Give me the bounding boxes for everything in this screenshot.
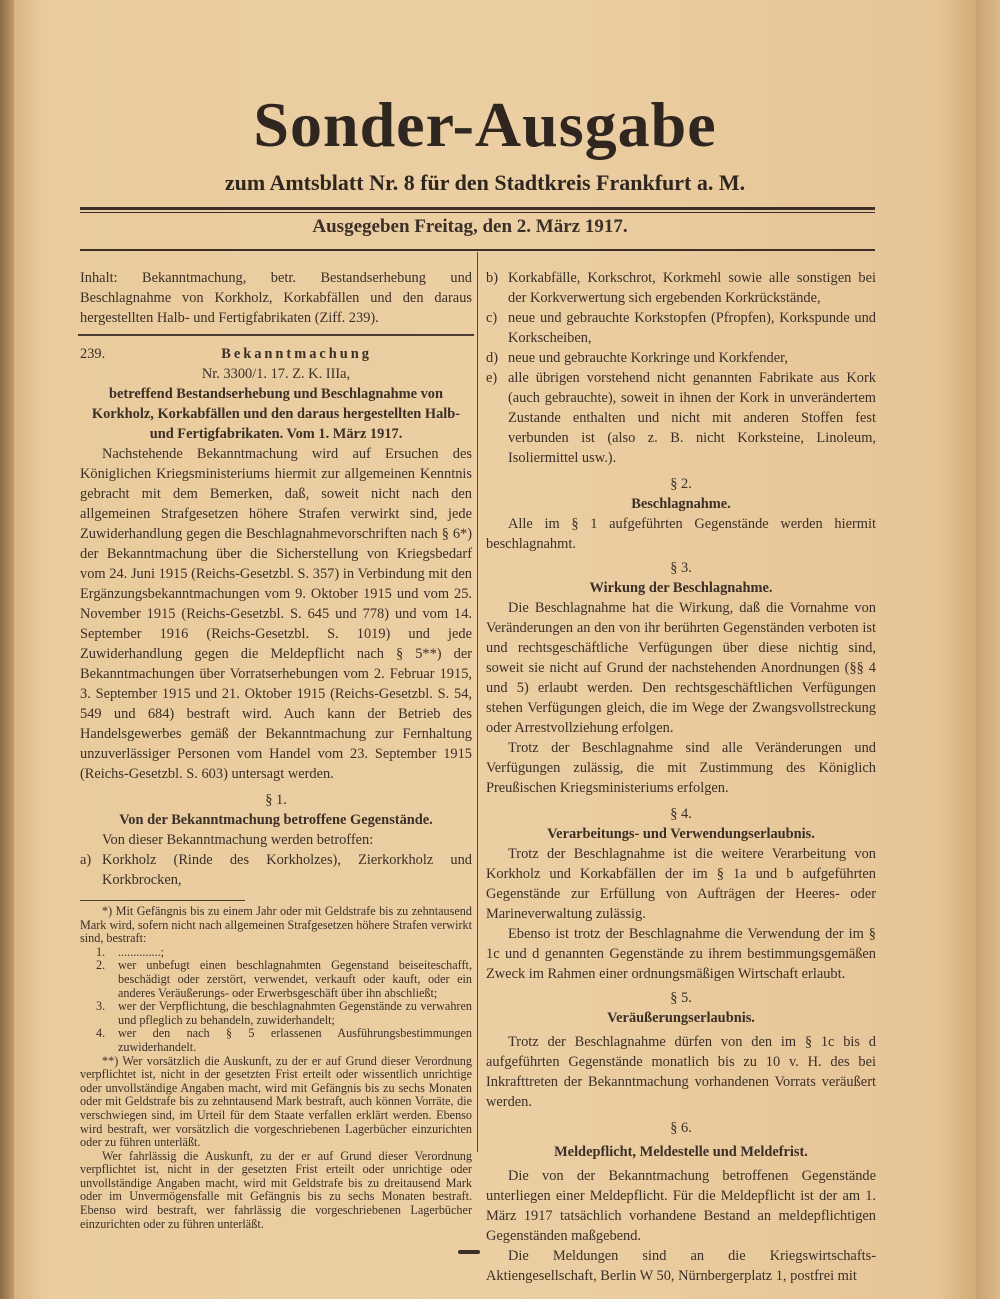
footnote-rule xyxy=(80,900,245,901)
item-text: Korkabfälle, Korkschrot, Korkmehl sowie alle sonstigen bei der Korkverwertung sich ergebenden Korkrückstände, xyxy=(508,270,876,306)
notice-heading-row xyxy=(80,344,472,364)
footnote-1-item xyxy=(80,946,472,960)
section-1-title: Von der Bekanntmachung betroffene Gegenstände. xyxy=(119,812,433,828)
section-3-para-2: Trotz der Beschlagnahme sind alle Veränderungen und Verfügungen zulässig, die mit Zustimmung des Königlich Preußischen Kriegsministeriums erfolgen. xyxy=(486,740,876,796)
section-3-para-1: Die Beschlagnahme hat die Wirkung, daß die Vornahme von Veränderungen an den von ihr berührten Gegenständen verboten ist und rechtsgeschäftliche Verfügungen über diese nichtig sind, soweit sie nicht auf Grund der nachstehenden Anordnungen (§§ 4 und 5) erlaubt werden. Den rechtsgeschäftlichen Verfügungen stehen Verfügungen gleich, die im Wege der Zwangsvollstreckung oder Arrestvollziehung erfolgen. xyxy=(486,600,876,736)
section-6-number: § 6. xyxy=(670,1120,692,1136)
item-label: b) xyxy=(486,270,498,286)
section-3-number: § 3. xyxy=(670,560,692,576)
notice-subject: betreffend Bestandserhebung und Beschlagnahme von Korkholz, Korkabfällen und den daraus hergestellten Halb- und Fertigfabrikaten. Vom 1. März 1917. xyxy=(91,386,461,442)
contents-rule xyxy=(78,334,474,336)
column-divider xyxy=(477,252,478,1152)
footnote-2-para-1: **) Wer vorsätzlich die Auskunft, zu der er auf Grund dieser Verordnung verpflichtet ist, nicht in der gesetzten Frist erteilt oder wissentlich unrichtige oder unvollständige Angaben macht, wird mit Gefängnis bis zu sechs Monaten oder mit Geldstrafe bis zu zehntausend Mark bestraft, auch können Vorräte, die verschwiegen sind, im Urteil für dem Staate verfallen erklärt werden. Ebenso wird bestraft, wer vorsätzlich die vorgeschriebenen Lagerbücher einzurichten oder zu führen unterläßt. xyxy=(80,1053,472,1150)
section-1-item-e xyxy=(486,368,876,468)
item-label: d) xyxy=(486,350,498,366)
notice-intro: Nachstehende Bekanntmachung wird auf Ersuchen des Königlichen Kriegsministeriums hiermit zur allgemeinen Kenntnis gebracht mit dem Bemerken, daß, soweit nicht nach den allgemeinen Strafgesetzen höhere Strafen verwirkt sind, jede Zuwiderhandlung gegen die Beschlagnahmevorschriften nach § 6*) der Bekanntmachung über die Sicherstellung von Kriegsbedarf vom 24. Juni 1915 (Reichs-Gesetzbl. S. 357) in Verbindung mit den Ergänzungsbekanntmachungen vom 9. Oktober 1915 und vom 25. November 1915 (Reichs-Gesetzbl. S. 645 und 778) und vom 14. September 1916 (Reichs-Gesetzbl. S. 1019) und jede Zuwiderhandlung gegen die Meldepflicht nach § 5**) der Bekanntmachungen über Vorratserhebungen vom 2. Februar 1915, 3. September 1915 und 21. Oktober 1915 (Reichs-Gesetzbl. S. 54, 549 und 684) bestraft wird. Auch kann der Betrieb des Handelsgewerbes gemäß der Bekanntmachung zur Fernhaltung unzuverlässiger Personen vom Handel vom 23. September 1915 (Reichs-Gesetzbl. S. 603) untersagt werden. xyxy=(80,446,472,782)
section-6-para-2: Die Meldungen sind an die Kriegswirtschafts-Aktiengesellschaft, Berlin W 50, Nürnbergerplatz 1, postfrei mit xyxy=(486,1248,876,1284)
section-1-item-a xyxy=(80,850,472,890)
left-column xyxy=(80,268,472,1231)
double-rule-top xyxy=(80,207,875,210)
section-1-item-b xyxy=(486,268,876,308)
section-2-title: Beschlagnahme. xyxy=(631,496,731,512)
double-rule-bottom xyxy=(80,212,875,213)
item-text: ..............; xyxy=(118,944,165,959)
notice-heading: Bekanntmachung xyxy=(221,346,372,362)
masthead-subtitle: zum Amtsblatt Nr. 8 für den Stadtkreis Frankfurt a. M. xyxy=(224,170,746,195)
item-label: 3. xyxy=(96,999,106,1014)
section-5-para-1: Trotz der Beschlagnahme dürfen von den im § 1c bis d aufgeführten Gegenstände monatlich bis zu 10 v. H. des bei Inkrafttreten der Bekanntmachung vorhandenen Vorrats veräußert werden. xyxy=(486,1034,876,1110)
section-1-number: § 1. xyxy=(265,792,287,808)
item-label: 1. xyxy=(96,944,106,959)
page-bottom-mark xyxy=(458,1250,480,1254)
section-6-para-1: Die von der Bekanntmachung betroffenen Gegenstände unterliegen einer Meldepflicht. Für die Meldepflicht ist der am 1. März 1917 tatsächlich vorhandene Bestand an meldepflichtigen Gegenständen maßgebend. xyxy=(486,1168,876,1244)
item-text: neue und gebrauchte Korkringe und Korkfender, xyxy=(508,350,788,366)
masthead-title: Sonder-Ausgabe xyxy=(253,89,717,160)
section-2-number: § 2. xyxy=(670,476,692,492)
section-5-title: Veräußerungserlaubnis. xyxy=(607,1010,755,1026)
item-text: alle übrigen vorstehend nicht genannten Fabrikate aus Kork (auch gebrauchte), soweit in ihnen der Kork in unverändertem Zustande enthalten und nicht mit anderen Stoffen fest verbunden ist (also z. B. nicht Korksteine, Linoleum, Isoliermittel usw.). xyxy=(508,370,876,466)
section-4-number: § 4. xyxy=(670,806,692,822)
section-3-title: Wirkung der Beschlagnahme. xyxy=(589,580,773,596)
item-text: neue und gebrauchte Korkstopfen (Pfropfen), Korkspunde und Korkscheiben, xyxy=(508,310,876,346)
section-2-text: Alle im § 1 aufgeführten Gegenstände werden hiermit beschlagnahmt. xyxy=(486,516,876,552)
section-6-title: Meldepflicht, Meldestelle und Meldefrist. xyxy=(554,1144,808,1160)
section-5-number: § 5. xyxy=(670,990,692,1006)
issue-date: Ausgegeben Freitag, den 2. März 1917. xyxy=(312,216,628,237)
section-4-para-2: Ebenso ist trotz der Beschlagnahme die Verwendung der im § 1c und d genannten Gegenstände zu ihrem bestimmungsgemäßen Zweck im Rahmen einer ordnungsmäßigen Wirtschaft erlaubt. xyxy=(486,926,876,982)
item-label: e) xyxy=(486,370,498,386)
section-1-item-d xyxy=(486,348,876,368)
item-label: 2. xyxy=(96,958,106,973)
section-4-para-1: Trotz der Beschlagnahme ist die weitere Verarbeitung von Korkholz und Korkabfällen der im § 1a und b aufgeführten Gegenstände zur Erfüllung von Aufträgen der Heeres- oder Marineverwaltung zulässig. xyxy=(486,846,876,922)
section-1-lead: Von dieser Bekanntmachung werden betroffen: xyxy=(102,832,374,848)
item-text: wer den nach § 5 erlassenen Ausführungsbestimmungen zuwiderhandelt. xyxy=(118,1026,472,1054)
item-text: Korkholz (Rinde des Korkholzes), Zierkorkholz und Korkbrocken, xyxy=(102,852,472,888)
footnote-1-item xyxy=(80,1027,472,1054)
notice-reference: Nr. 3300/1. 17. Z. K. IIIa, xyxy=(201,366,351,382)
footnote-1-item xyxy=(80,1000,472,1027)
page-right-edge xyxy=(976,0,1000,1299)
section-4-title: Verarbeitungs- und Verwendungserlaubnis. xyxy=(547,826,815,842)
section-1-item-c xyxy=(486,308,876,348)
contents-summary: Inhalt: Bekanntmachung, betr. Bestandserhebung und Beschlagnahme von Korkholz, Korkabfällen und den daraus hergestellten Halb- und Fertigfabrikaten (Ziff. 239). xyxy=(80,270,472,326)
header-rule xyxy=(80,249,875,251)
item-text: wer der Verpflichtung, die beschlagnahmten Gegenstände zu verwahren und pfleglich zu behandeln, zuwiderhandelt; xyxy=(118,999,472,1027)
right-column xyxy=(486,268,876,1286)
footnote-1-item xyxy=(80,959,472,1000)
footnotes xyxy=(80,905,472,1231)
item-label: 4. xyxy=(96,1026,106,1041)
footnote-1-intro: *) Mit Gefängnis bis zu einem Jahr oder mit Geldstrafe bis zu zehntausend Mark wird, sofern nicht nach allgemeinen Strafgesetzen höhere Strafen verwirkt sind, bestraft: xyxy=(80,904,472,946)
item-label: c) xyxy=(486,310,498,326)
item-label: a) xyxy=(80,852,92,868)
item-text: wer unbefugt einen beschlagnahmten Gegenstand beiseiteschafft, beschädigt oder zerstört, verwendet, verkauft oder kauft, oder ein anderes Veräußerungs- oder Erwerbsgeschäft über ihn abschließt; xyxy=(118,958,472,1000)
notice-number: 239. xyxy=(80,346,106,362)
footnote-2-para-2: Wer fahrlässig die Auskunft, zu der er auf Grund dieser Verordnung verpflichtet ist, nicht in der gesetzten Frist erteilt oder unrichtige oder unvollständige Angaben macht, wird mit Geldstrafe bis zu dreitausend Mark oder im Unvermögensfalle mit Gefängnis bis zu sechs Monaten bestraft. Ebenso wird bestraft, wer fahrlässig die vorgeschriebenen Lagerbücher einzurichten oder zu führen unterläßt. xyxy=(80,1148,472,1231)
